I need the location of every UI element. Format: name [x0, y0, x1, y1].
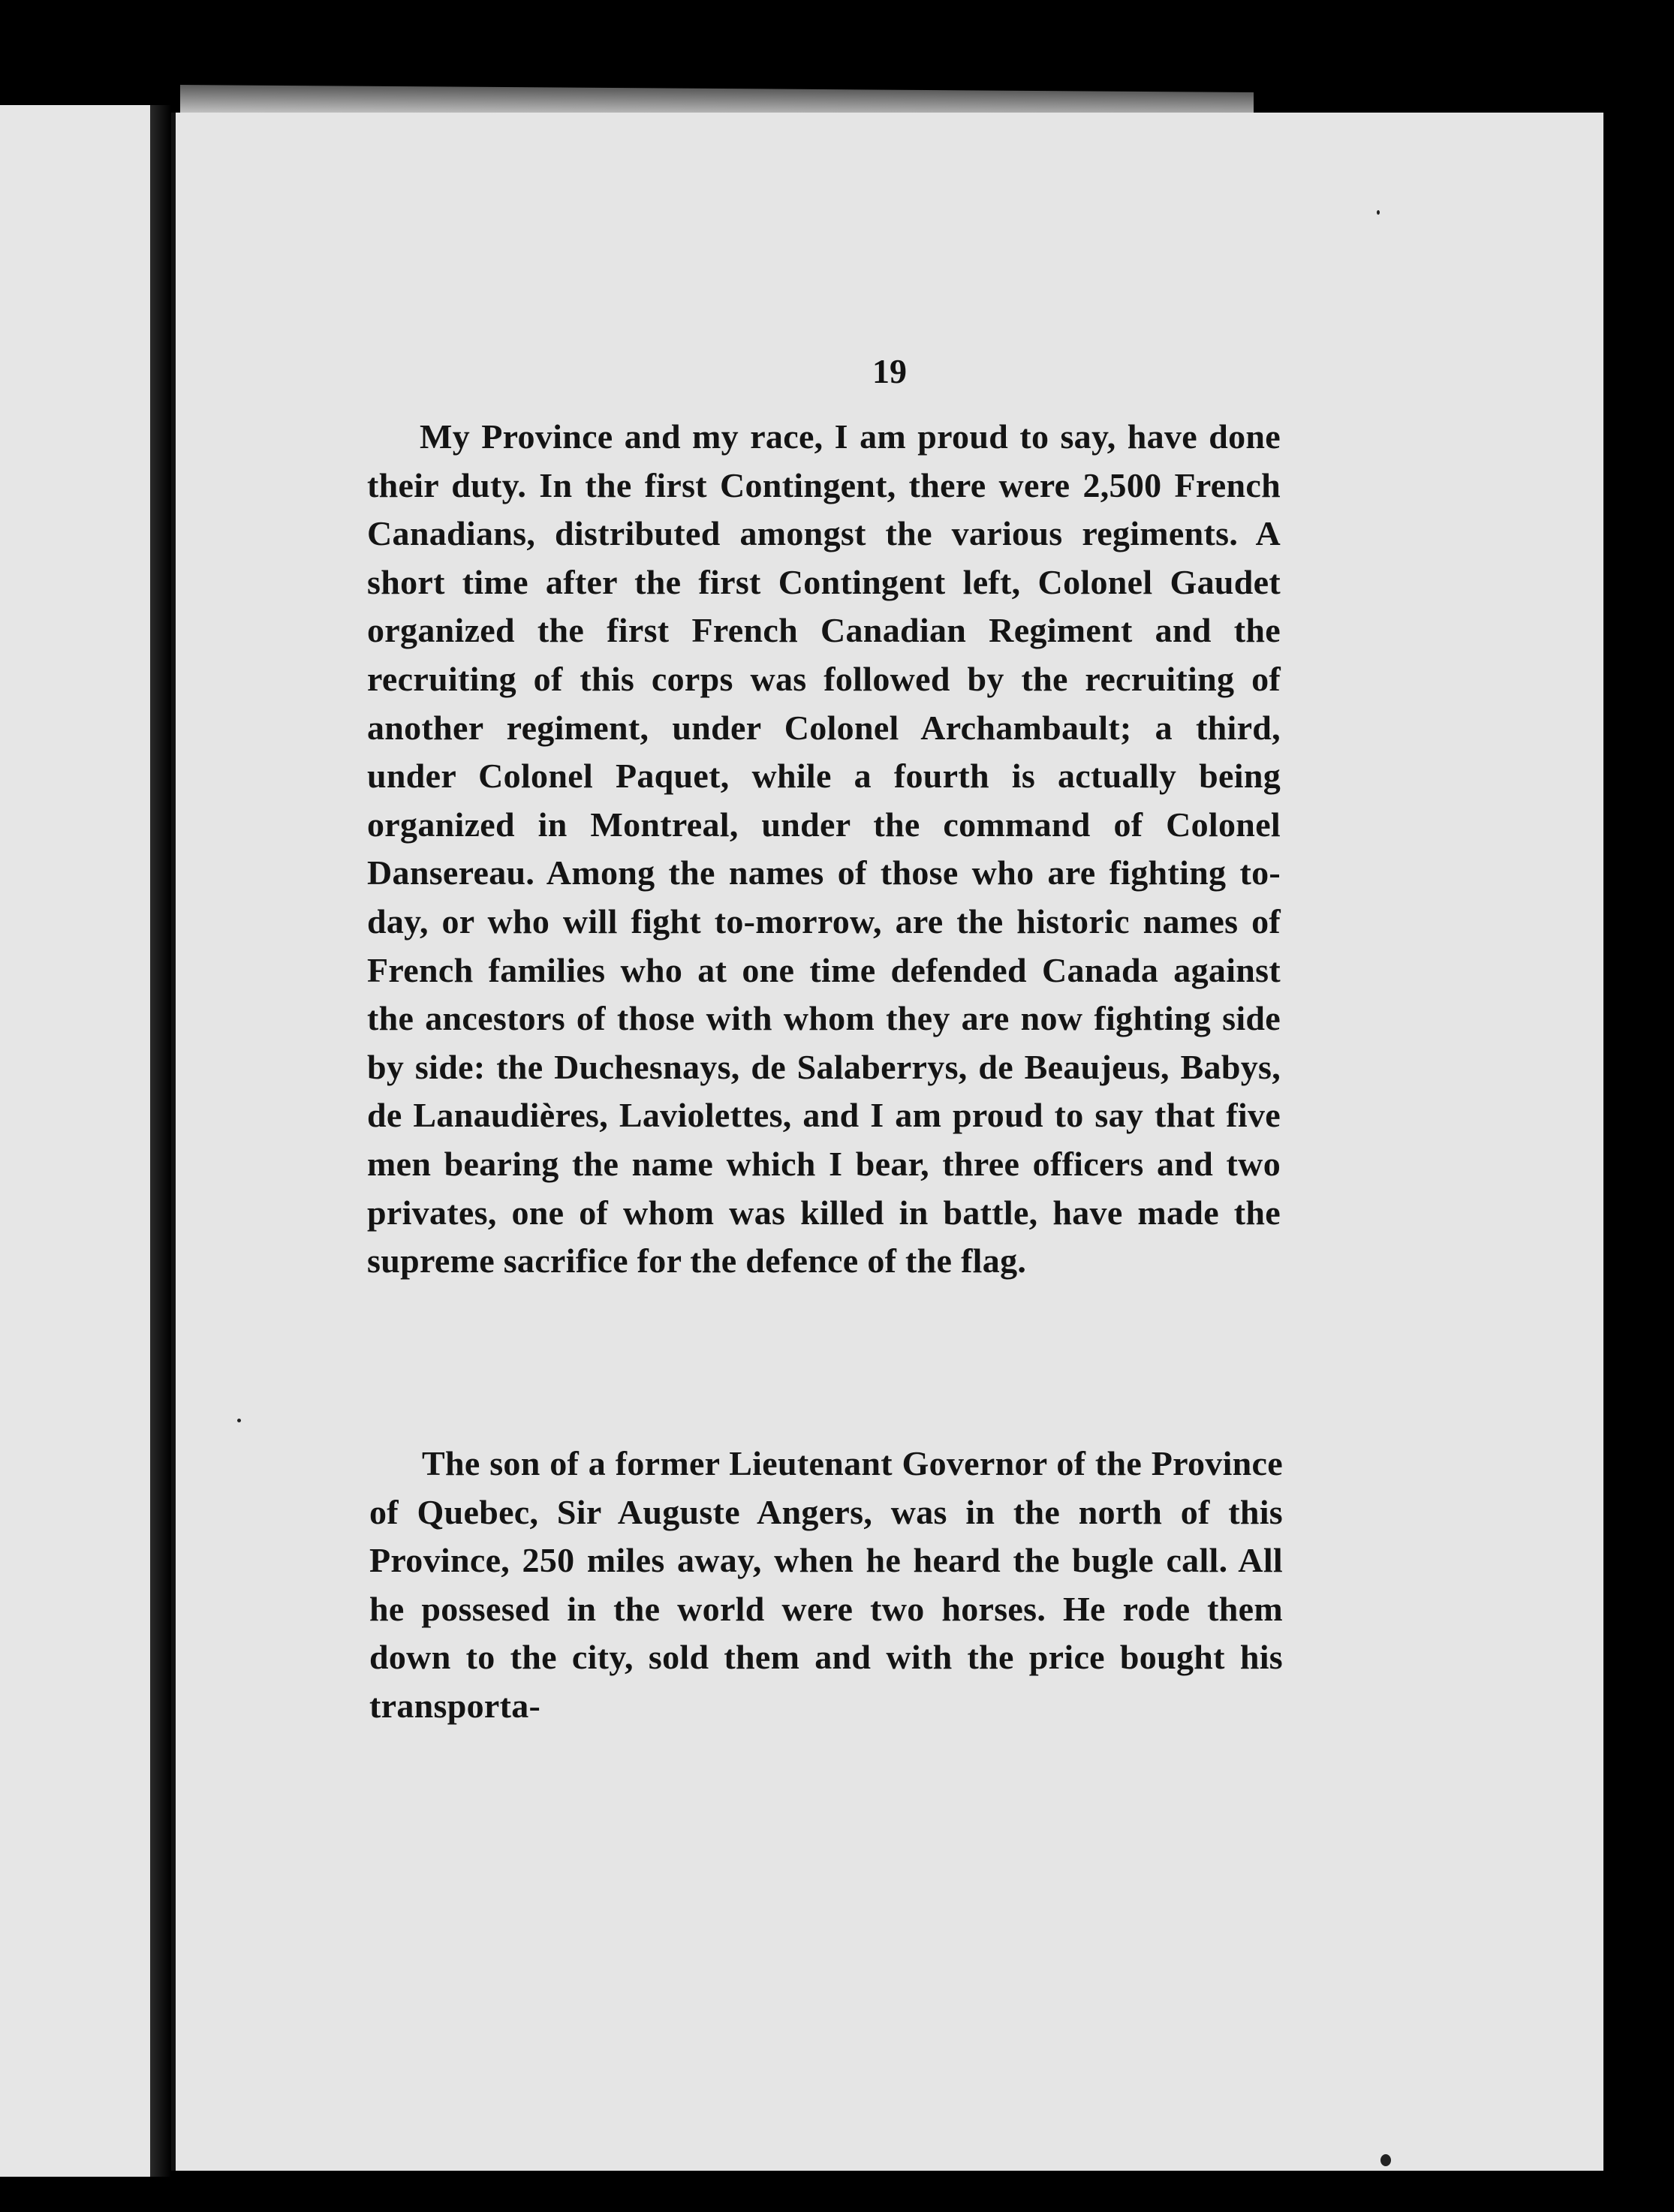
paragraph: My Province and my race, I am proud to say, have done their duty. In the first Contingent, there were 2,500 French Canadians, distributed amongst the various regiments. A short time after the first Contingent left, Colonel Gaudet organized the first French Canadian Regiment and the recruiting of this corps was followed by the recruiting of another regiment, under Colonel Archambault; a third, under Colonel Paquet, while a fourth is actually being organized in Montreal, under the command of Colonel Dansereau. Among the names of those who are fighting to-day, or who will fight to-morrow, are the historic names of French families who at one time defended Canada against the ancestors of those with whom they are now fighting side by side: the Duchesnays, de Salaberrys, de Beaujeus, Babys, de Lanaudières, Laviolettes, and I am proud to say that five men bearing the name which I bear, three officers and two privates, one of whom was killed in battle, have made the supreme sacrifice for the defence of the flag. [367, 417, 1281, 1281]
page-gutter-shadow [150, 105, 171, 2177]
scan-speck [1380, 2154, 1391, 2166]
adjacent-page-edge [0, 105, 150, 2177]
paragraph: The son of a former Lieutenant Governor of the Province of Quebec, Sir Auguste Angers, was in the north of this Province, 250 miles away, when he heard the bugle call. All he possesed in the world were two horses. He rode them down to the city, sold them and with the price bought his transporta- [369, 1444, 1283, 1725]
document-page [171, 113, 1603, 2171]
scan-speck [237, 1419, 241, 1422]
paragraph-2-block [369, 1440, 1283, 1731]
paragraph-1-block [367, 413, 1281, 1286]
page-number: 19 [872, 352, 907, 390]
scan-speck [1377, 210, 1380, 215]
